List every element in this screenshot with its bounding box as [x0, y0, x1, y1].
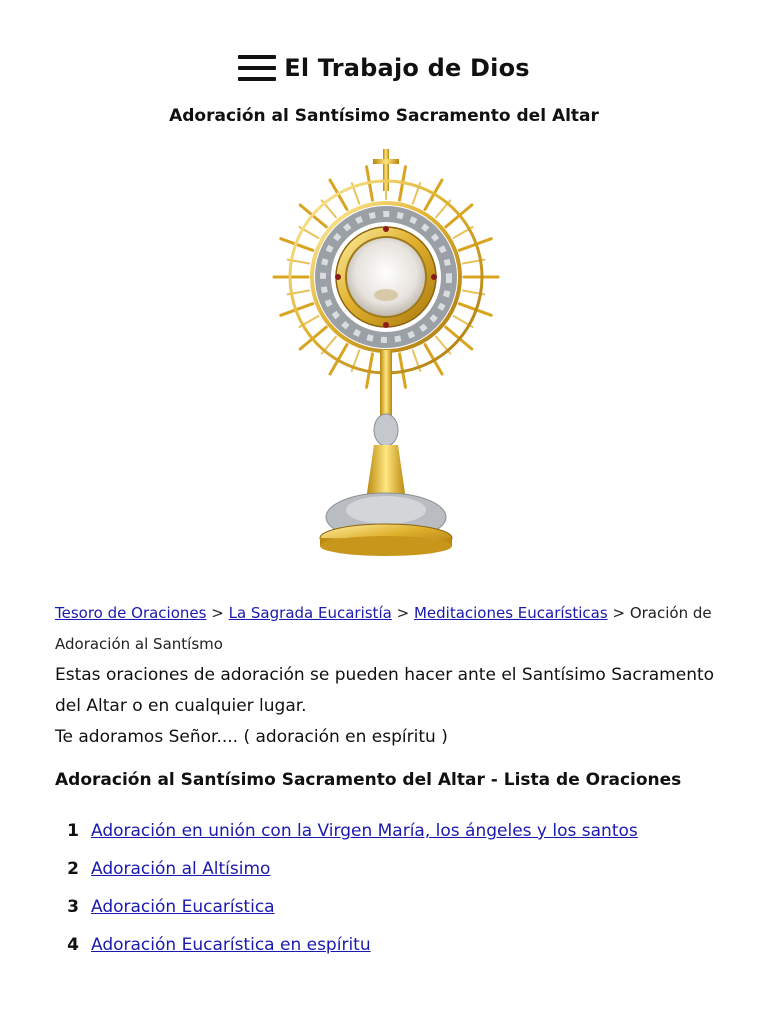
prayer-link-eucaristica[interactable]: Adoración Eucarística [91, 897, 275, 917]
prayer-list-heading: Adoración al Santísimo Sacramento del Altar - Lista de Oraciones [55, 770, 682, 790]
list-item-number: 2 [67, 859, 79, 879]
site-header [0, 54, 768, 82]
prayer-list [55, 812, 755, 964]
page-title: Adoración al Santísimo Sacramento del Altar [169, 106, 599, 126]
hamburger-menu-icon[interactable] [238, 55, 276, 81]
breadcrumb-link-tesoro[interactable]: Tesoro de Oraciones [55, 604, 207, 622]
list-item [55, 812, 755, 850]
prayer-link-altisimo[interactable]: Adoración al Altísimo [91, 859, 271, 879]
breadcrumb-link-meditaciones[interactable]: Meditaciones Eucarísticas [413, 604, 608, 622]
site-title[interactable]: El Trabajo de Dios [284, 54, 530, 82]
breadcrumb [55, 598, 735, 660]
list-item [55, 926, 755, 964]
prayer-link-eucaristica-espiritu[interactable]: Adoración Eucarística en espíritu [91, 935, 371, 955]
list-item-number: 4 [67, 935, 79, 955]
list-item-number: 3 [67, 897, 79, 917]
list-item [55, 850, 755, 888]
breadcrumb-current: Oración de Adoración al Santísmo [55, 604, 712, 653]
prayer-link-union-virgen[interactable]: Adoración en unión con la Virgen María, los ángeles y los santos [91, 821, 638, 841]
intro-paragraph: Estas oraciones de adoración se pueden hacer ante el Santísimo Sacramento del Altar o en cualquier lugar. [55, 665, 715, 716]
list-item [55, 888, 755, 926]
breadcrumb-separator: > [612, 604, 626, 622]
list-item-number: 1 [67, 821, 79, 841]
intro-text [55, 660, 735, 753]
monstrance-image [270, 145, 502, 570]
intro-paragraph-espiritu: Te adoramos Señor.... ( adoración en espíritu ) [55, 727, 448, 747]
breadcrumb-separator: > [211, 604, 224, 622]
breadcrumb-link-eucaristia[interactable]: La Sagrada Eucaristía [228, 604, 392, 622]
breadcrumb-separator: > [396, 604, 410, 622]
